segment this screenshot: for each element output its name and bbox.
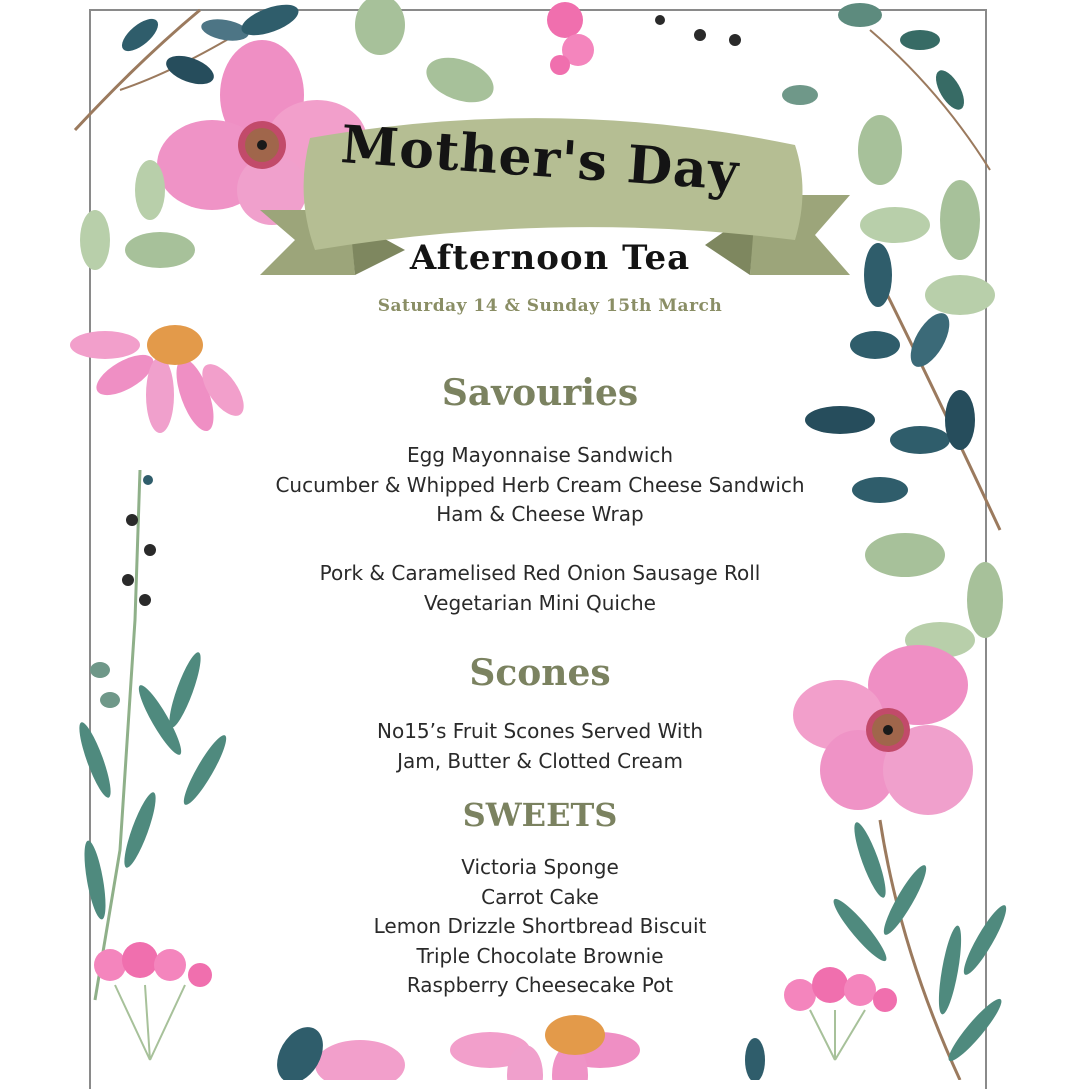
menu-item: Vegetarian Mini Quiche [424, 590, 656, 615]
menu-item: Triple Chocolate Brownie [416, 943, 664, 968]
menu-item: No15’s Fruit Scones Served With [377, 719, 703, 743]
menu-item: Pork & Caramelised Red Onion Sausage Roll [319, 561, 761, 585]
menu-title: Mother's Day [338, 114, 742, 203]
menu-spacer [190, 530, 890, 560]
section-heading-scones: Scones [469, 652, 611, 694]
menu-item: Jam, Butter & Clotted Cream [397, 748, 683, 773]
menu-item: Egg Mayonnaise Sandwich [406, 443, 674, 467]
menu-item: Raspberry Cheesecake Pot [406, 973, 674, 997]
section-heading-savouries: Savouries [441, 372, 639, 414]
scones-list [190, 717, 890, 776]
menu-item: Ham & Cheese Wrap [436, 502, 644, 526]
menu-item: Lemon Drizzle Shortbread Biscuit [373, 914, 707, 938]
event-dates: Saturday 14 & Sunday 15th March [377, 296, 723, 316]
menu-subtitle: Afternoon Tea [409, 238, 691, 278]
section-heading-sweets: SWEETS [462, 796, 618, 834]
sweets-list [190, 853, 890, 1001]
menu-item: Carrot Cake [481, 884, 599, 909]
menu-item: Victoria Sponge [461, 855, 619, 879]
savouries-list [190, 441, 890, 618]
menu-item: Cucumber & Whipped Herb Cream Cheese Sandwich [275, 472, 805, 497]
